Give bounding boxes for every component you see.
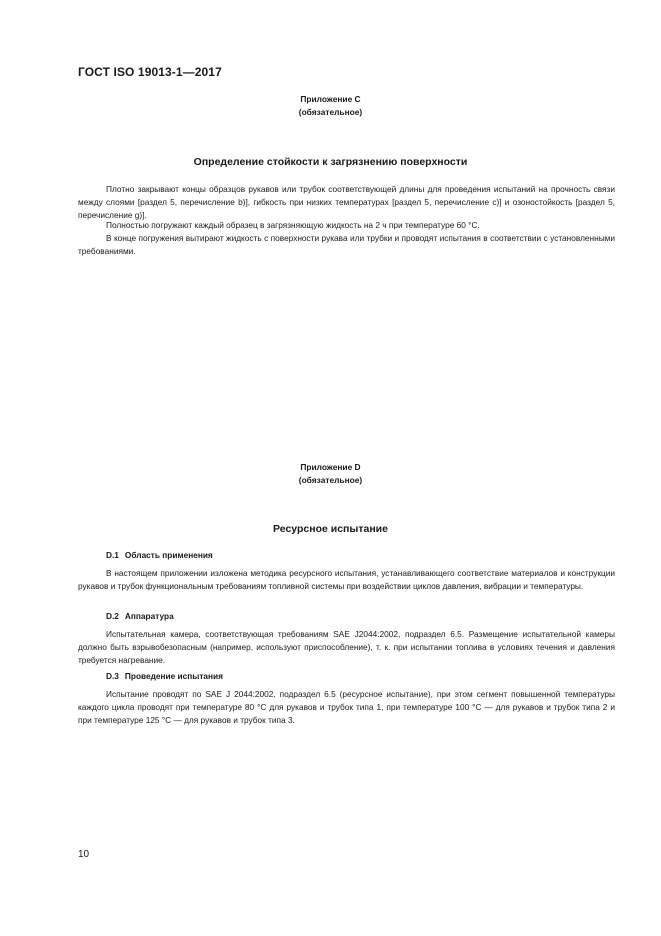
section-d1-text: В настоящем приложении изложена методика ресурсного испытания, устанавливающего соответствие материалов и конструкции рукавов и трубок функциональным требованиям топливной системы при воздействии циклов давления, вибрации и температуры. (78, 568, 615, 591)
section-d2-text: Испытательная камера, соответствующая требованиям SAE J2044:2002, подраздел 6.5. Размещение испытательной камеры должно быть взрывобезопасным (например, используют приспособление), т. к. при испытании топлива в условиях течения и давления требуется нагревание. (78, 629, 615, 665)
section-d2-heading (106, 611, 174, 621)
annex-d-label: Приложение D (300, 462, 361, 472)
document-code-header: ГОСТ ISO 19013-1—2017 (78, 65, 222, 79)
section-d1-number: D.1 (106, 550, 119, 560)
section-d3-text: Испытание проводят по SAE J 2044:2002, подраздел 6.5 (ресурсное испытание), при этом сегмент повышенной температуры каждого цикла проводят при температуре 80 °С для рукавов и трубок типа 1, при температуре 100 °С — для рукавов и трубок типа 2 и при температуре 125 °С — для рукавов и трубок типа 3. (78, 689, 615, 725)
annex-c-paragraph-3: В конце погружения вытирают жидкость с поверхности рукава или трубки и проводят испытания в соответствии с установленными требованиями. (78, 233, 615, 256)
section-d3-title: Проведение испытания (124, 671, 223, 681)
annex-c-status: (обязательное) (298, 107, 363, 117)
annex-c-paragraph-1: Плотно закрывают концы образцов рукавов или трубок соответствующей длины для проведения испытаний на прочность связи между слоями [раздел 5, перечисление b)], гибкость при низких температурах [раздел 5, перечисление с)] и озоностойкость [раздел 5, перечисление g)]. (78, 184, 615, 220)
section-d1-title: Область применения (124, 550, 213, 560)
annex-d-title: Ресурсное испытание (273, 523, 388, 535)
annex-c-heading (0, 93, 661, 119)
section-d3-heading (106, 671, 223, 681)
annex-c-title: Определение стойкости к загрязнению поверхности (193, 156, 468, 168)
section-d3-number: D.3 (106, 671, 119, 681)
page-number: 10 (78, 849, 90, 860)
section-d2-number: D.2 (106, 611, 119, 621)
annex-c-paragraph-2: Полностью погружают каждый образец в загрязняющую жидкость на 2 ч при температуре 60 °С. (106, 220, 480, 230)
annex-d-heading (0, 461, 661, 487)
annex-d-status: (обязательное) (298, 475, 363, 485)
section-d2-title: Аппаратура (124, 611, 174, 621)
annex-c-label: Приложение С (300, 94, 361, 104)
section-d1-heading (106, 550, 213, 560)
